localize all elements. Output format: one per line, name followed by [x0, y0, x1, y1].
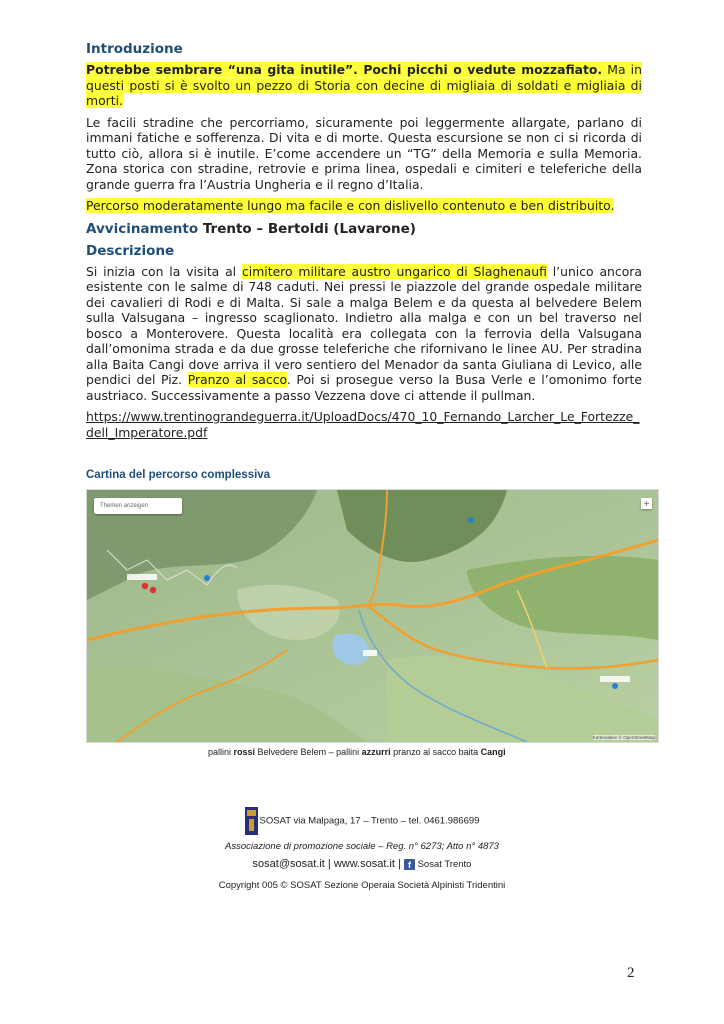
footer-contacts [0, 858, 724, 870]
map-credit: Kartendaten © OpenStreetMap [592, 735, 655, 740]
map-blue-marker[interactable] [612, 683, 618, 689]
legend-text: Belvedere Belem – pallini [255, 747, 362, 757]
email-link[interactable]: sosat@sosat.it [252, 858, 325, 870]
description-text-1: Si inizia con la visita al [86, 263, 242, 279]
legend-text: pallini [208, 747, 234, 757]
map-zoom-button[interactable]: + [641, 498, 652, 509]
footer-separator: | [394, 858, 404, 870]
legend-red-label: rossi [233, 747, 256, 757]
footer-separator: | [324, 858, 334, 870]
sosat-logo-icon [245, 807, 258, 835]
footer-address: SOSAT via Malpaga, 17 – Trento – tel. 0461.986699 [259, 815, 480, 827]
footer-copyright: Copyright 005 © SOSAT Sezione Operaia Società Alpinisti Tridentini [218, 880, 506, 891]
legend-cangi-label: Cangi [480, 747, 506, 757]
intro-bold-highlight: Potrebbe sembrare “una gita inutile”. Pochi picchi o vedute mozzafiato. [86, 62, 603, 77]
lunch-highlight: Pranzo al sacco [187, 372, 287, 387]
intro-paragraph-2: Le facili stradine che percorriamo, sicuramente poi leggermente allargate, parlano di immani fatiche e sofferenza. Di vita e di morte. Questa escursione se non ci si ricorda di tutto ciò, allora si è inutile. E’come accendere un “TG” della Memoria e sulla Memoria. Zona storica con stradine, retrovie e prima linea, ospedali e cimiteri e teleferiche della grande guerra fra l’Austria Ungheria e il regno d’Italia. [86, 114, 642, 192]
map-legend [208, 747, 506, 757]
fortezze-link[interactable]: https://www.trentinograndeguerra.it/UploadDocs/470_10_Fernando_Larcher_Le_Fortezze_dell_Imperatore.pdf [86, 409, 640, 440]
approach-route: Trento – Bertoldi (Lavarone) [202, 220, 416, 237]
facebook-label[interactable]: Sosat Trento [414, 859, 472, 870]
link-paragraph [86, 409, 642, 440]
map-label-bg [127, 574, 157, 580]
map-blue-marker[interactable] [468, 517, 474, 523]
map-label-bg [600, 676, 630, 682]
footer-address-line [0, 807, 724, 835]
map-blue-marker[interactable] [204, 575, 210, 581]
legend-text: pranzo al sacco baita [390, 747, 481, 757]
description-text-3: . Poi si prosegue verso la Busa Verle e l’omonimo forte austriaco. Successivamente a passo Vezzena dove ci attende il pullman. [86, 372, 642, 403]
intro-paragraph-3 [86, 198, 642, 214]
approach-heading [86, 220, 642, 238]
intro-heading: Introduzione [86, 41, 183, 57]
map-title: Cartina del percorso complessiva [86, 469, 271, 481]
map-label-bg [363, 650, 377, 656]
approach-label: Avvicinamento [86, 220, 199, 237]
map-graphic [87, 490, 658, 742]
intro-highlight-rest: Ma in questi posti si è svolto un pezzo di Storia con decine di migliaia di soldati e migliaia di morti. [86, 62, 642, 108]
cemetery-highlight: cimitero militare austro ungarico di Slaghenaufi [241, 263, 547, 279]
description-heading: Descrizione [86, 242, 175, 259]
website-link[interactable]: www.sosat.it [333, 858, 395, 870]
page-number: 2 [627, 965, 635, 981]
description-text-2: l’unico ancora esistente con le salme di 748 caduti. Nei pressi le piazzole del grande ospedale militare dei cavalieri di Rodi e di Malta. Si sale a malga Belem e da questa al belvedere Belem sulla Valsugana – ingresso scaglionato. Indietro alla malga e con un bel traverso nel bosco a Monterovere. Questa località era collegata con la ferrovia della Valsugana dall’omonima strada e da due grosse teleferiche che rifornivano le linee AU. Per stradina alla Baita Cangi dove arriva il vero sentiero del Menador da santa Giuliana di Levico, alle pendici del Piz. [86, 263, 642, 387]
intro-paragraph-1 [86, 62, 642, 109]
intro-highlight-3: Percorso moderatamente lungo ma facile e con dislivello contenuto e ben distribuito. [86, 198, 615, 213]
main-content [86, 40, 642, 446]
map-theme-menu[interactable]: Themen anzeigen [94, 498, 182, 514]
route-map[interactable] [86, 489, 659, 743]
footer-association: Associazione di promozione sociale – Reg. n° 6273; Atto n° 4873 [225, 841, 499, 852]
map-red-marker[interactable] [150, 587, 156, 593]
facebook-icon[interactable]: f [404, 859, 415, 870]
legend-blue-label: azzurri [361, 747, 391, 757]
description-paragraph [86, 264, 642, 404]
map-red-marker[interactable] [142, 583, 148, 589]
